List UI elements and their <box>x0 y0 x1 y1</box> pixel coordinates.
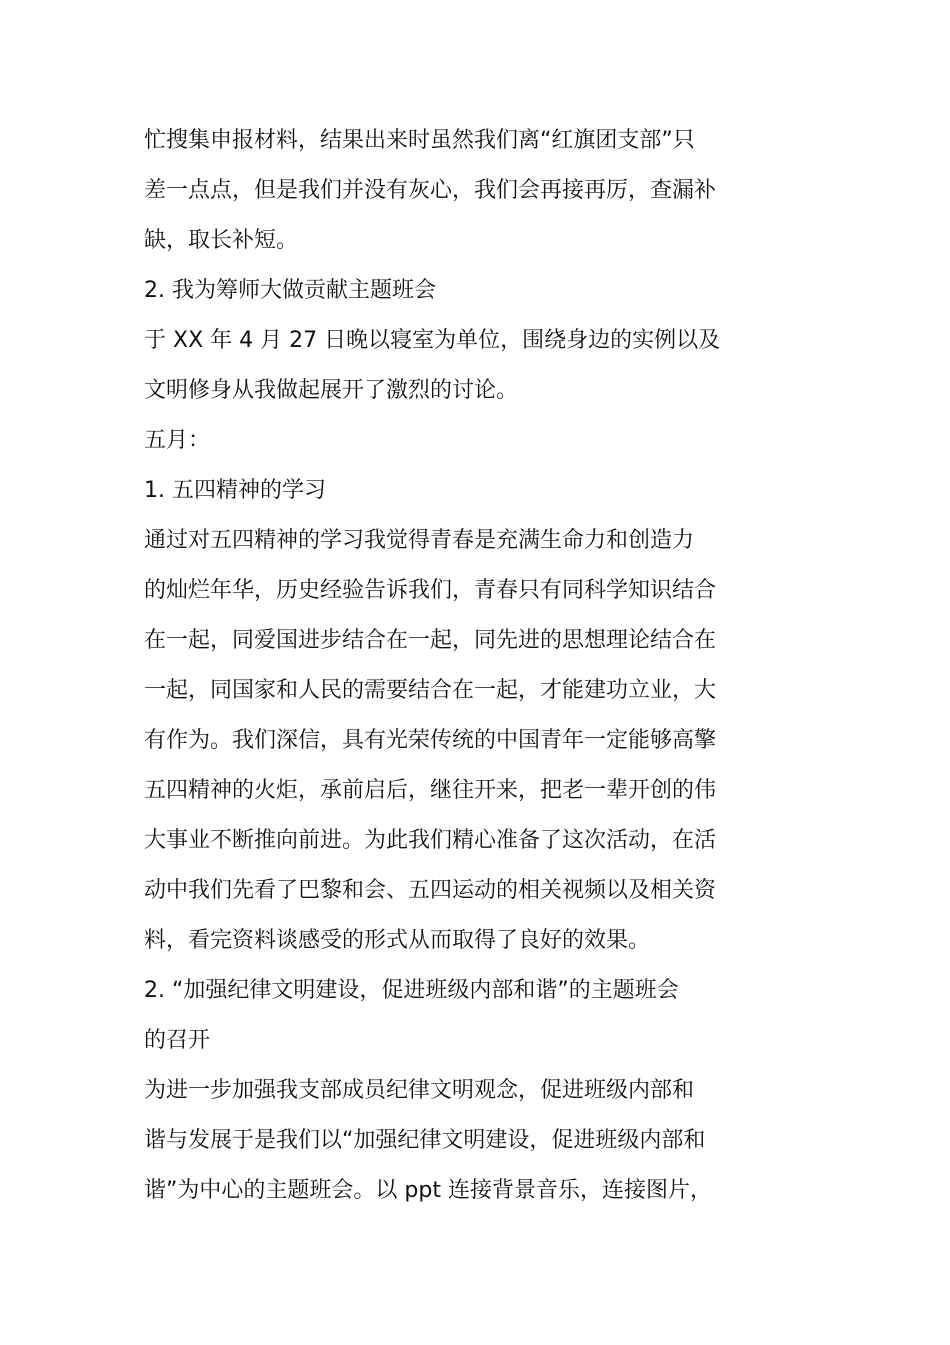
text-line: 大事业不断推向前进。为此我们精心准备了这次活动，在活 <box>144 828 717 853</box>
list-heading: 2. 我为筹师大做贡献主题班会 <box>144 278 436 303</box>
section-heading: 五月： <box>144 428 211 453</box>
text-line: 五四精神的火炬，承前启后，继往开来，把老一辈开创的伟 <box>144 778 717 803</box>
text-line: 动中我们先看了巴黎和会、五四运动的相关视频以及相关资 <box>144 878 717 903</box>
text-line: 于 XX 年 4 月 27 日晚以寝室为单位，围绕身边的实例以及 <box>144 328 721 353</box>
list-heading: 2. “加强纪律文明建设，促进班级内部和谐”的主题班会 <box>144 978 679 1003</box>
text-line: 谐与发展于是我们以“加强纪律文明建设，促进班级内部和 <box>144 1128 706 1153</box>
text-line: 缺，取长补短。 <box>144 228 299 253</box>
list-heading: 1. 五四精神的学习 <box>144 478 326 503</box>
text-line: 谐”为中心的主题班会。以 ppt 连接背景音乐，连接图片， <box>144 1178 712 1203</box>
text-line: 在一起，同爱国进步结合在一起，同先进的思想理论结合在 <box>144 628 717 653</box>
text-line: 忙搜集申报材料，结果出来时虽然我们离“红旗团支部”只 <box>144 128 695 153</box>
text-line: 文明修身从我做起展开了激烈的讨论。 <box>144 378 519 403</box>
text-line: 有作为。我们深信，具有光荣传统的中国青年一定能够高擎 <box>144 728 717 753</box>
text-line: 一起，同国家和人民的需要结合在一起，才能建功立业，大 <box>144 678 717 703</box>
text-line: 通过对五四精神的学习我觉得青春是充满生命力和创造力 <box>144 528 695 553</box>
text-line: 料，看完资料谈感受的形式从而取得了良好的效果。 <box>144 928 651 953</box>
text-line: 的灿烂年华，历史经验告诉我们，青春只有同科学知识结合 <box>144 578 717 603</box>
text-line: 差一点点，但是我们并没有灰心，我们会再接再厉，查漏补 <box>144 178 717 203</box>
text-line: 的召开 <box>144 1028 211 1053</box>
text-line: 为进一步加强我支部成员纪律文明观念，促进班级内部和 <box>144 1078 695 1103</box>
